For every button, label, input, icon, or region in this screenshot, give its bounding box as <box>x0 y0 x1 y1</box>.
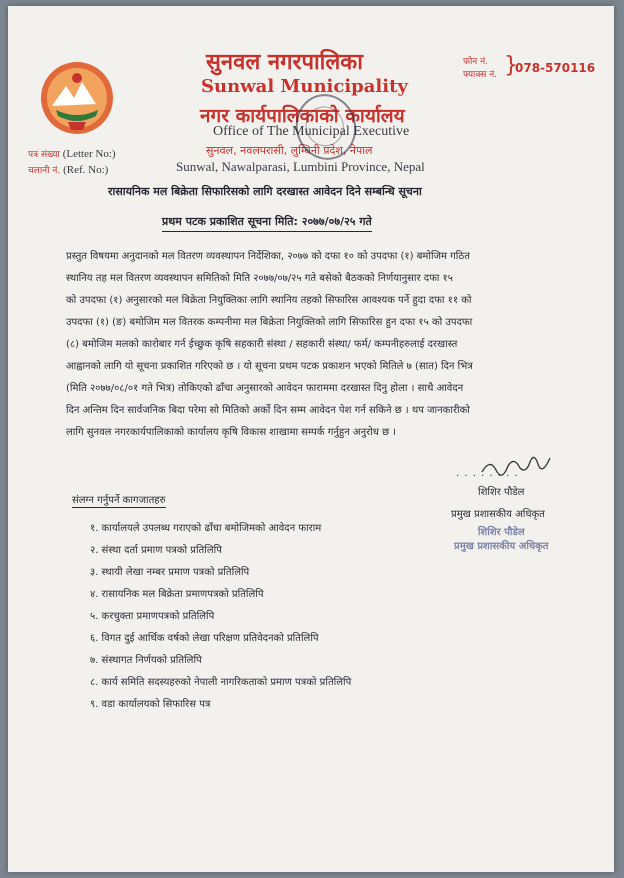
signer-designation: प्रमुख प्रशासकीय अधिकृत <box>451 509 545 520</box>
brace-icon: } <box>504 53 518 78</box>
letter-no <box>28 147 116 160</box>
body-line: उपदफा (१) (ङ) बमोजिम मल वितरक कम्पनीमा मल बिक्रेता नियुक्तिको लागि सिफारिस हुन दफा १५ को उपदफा <box>66 317 473 328</box>
ref-no <box>28 163 108 176</box>
office-name-np: नगर कार्यपालिकाको कार्यालय <box>200 105 405 127</box>
signer-name: शिशिर पौडेल <box>478 487 525 498</box>
office-name-en: Office of The Municipal Executive <box>213 124 410 139</box>
address-np: सुनवल, नवलपरासी, लुम्बिनी प्रदेश, नेपाल <box>206 144 373 157</box>
attachments-title: संलग्न गर्नुपर्ने कागजातहरु <box>72 492 166 508</box>
contact-labels <box>463 56 497 82</box>
attachment-item: ९. वडा कार्यालयको सिफारिस पत्र <box>90 699 211 710</box>
body-line: को उपदफा (१) अनुसारको मल बिक्रेता नियुक्तिका लागि स्थानिय तहको सिफारिस आवश्यक पर्ने हुदा दफा ११ को <box>66 295 472 306</box>
seal-name: शिशिर पौडेल <box>477 527 525 538</box>
notice-document <box>8 6 614 872</box>
notice-subject: रासायनिक मल बिक्रेता सिफारिसको लागि दरखास्त आवेदन दिने सम्बन्धि सूचना <box>108 185 422 198</box>
attachment-item: ३. स्थायी लेखा नम्बर प्रमाण पत्रको प्रतिलिपि <box>90 567 250 578</box>
phone-label: फोन नं. <box>463 57 488 67</box>
body-line: आह्वानको लागि यो सूचना प्रकाशित गरिएको छ । यो सूचना प्रथम पटक प्रकाशन भएको मितिले ७ (सात) दिन भित्र <box>66 361 473 372</box>
signature-dots: . . . . . . . . <box>456 468 519 479</box>
fax-label: फ्याक्स नं. <box>463 70 498 80</box>
attachment-item: १. कार्यालयले उपलब्ध गराएको ढाँचा बमोजिमको आवेदन फाराम <box>90 523 322 534</box>
nepal-emblem-icon <box>38 58 116 136</box>
body-line: (८) बमोजिम मलको कारोबार गर्न ईच्छुक कृषि सहकारी संस्था / सहकारी संस्था/ फर्म/ कम्पनीहरुलाई दरखास्त <box>66 339 458 350</box>
municipality-name-np: सुनवल नगरपालिका <box>206 50 363 75</box>
body-line: लागि सुनवल नगरकार्यपालिकाको कार्यालय कृषि विकास शाखामा सम्पर्क गर्नुहुन अनुरोध छ । <box>66 427 397 438</box>
attachment-item: ४. रासायनिक मल बिक्रेता प्रमाणपत्रको प्रतिलिपि <box>90 589 264 600</box>
attachment-item: ५. करचुक्ता प्रमाणपत्रको प्रतिलिपि <box>90 611 215 622</box>
signature-seal <box>454 526 548 554</box>
attachment-item: ६. विगत दुई आर्थिक वर्षको लेखा परिक्षण प्रतिवेदनको प्रतिलिपि <box>90 633 319 644</box>
attachment-item: ८. कार्य समिति सदस्यहरुको नेपाली नागरिकताको प्रमाण पत्रको प्रतिलिपि <box>90 677 352 688</box>
ref-no-label: चलानी नं. <box>28 166 61 176</box>
address-en: Sunwal, Nawalparasi, Lumbini Province, Nepal <box>176 159 425 174</box>
body-line: दिन अन्तिम दिन सार्वजनिक बिदा परेमा सो मितिको अर्को दिन सम्म आवेदन पेश गर्न सकिने छ । थप जानकारीको <box>66 405 470 416</box>
letter-no-label-en: (Letter No:) <box>62 148 116 160</box>
letter-no-label: पत्र संख्या <box>28 150 60 160</box>
municipality-name-en: Sunwal Municipality <box>201 76 408 97</box>
seal-designation: प्रमुख प्रशासकीय अधिकृत <box>454 541 549 552</box>
ref-no-label-en: (Ref. No:) <box>63 164 109 176</box>
body-line: प्रस्तुत विषयमा अनुदानको मल वितरण व्यवस्थापन निर्देशिका, २०७७ को दफा १० को उपदफा (१) बमोजिम गठित <box>66 251 470 262</box>
body-line: स्थानिय तह मल वितरण व्यवस्थापन समितिको मिति २०७७/०७/२५ गते बसेको बैठकको निर्णयानुसार दफा १५ <box>66 273 453 284</box>
publication-date-line: प्रथम पटक प्रकाशित सूचना मिति: २०७७/०७/२५ गते <box>162 214 372 232</box>
attachment-item: ७. संस्थागत निर्णयको प्रतिलिपि <box>90 655 202 666</box>
body-line: (मिति २०७७/०८/०१ गते भित्र) तोकिएको ढाँचा अनुसारको आवेदन फाराममा दरखास्त दिनु होला । साथै आवेदन <box>66 383 464 394</box>
attachment-item: २. संस्था दर्ता प्रमाण पत्रको प्रतिलिपि <box>90 545 222 556</box>
phone-number: 078-570116 <box>515 61 596 75</box>
